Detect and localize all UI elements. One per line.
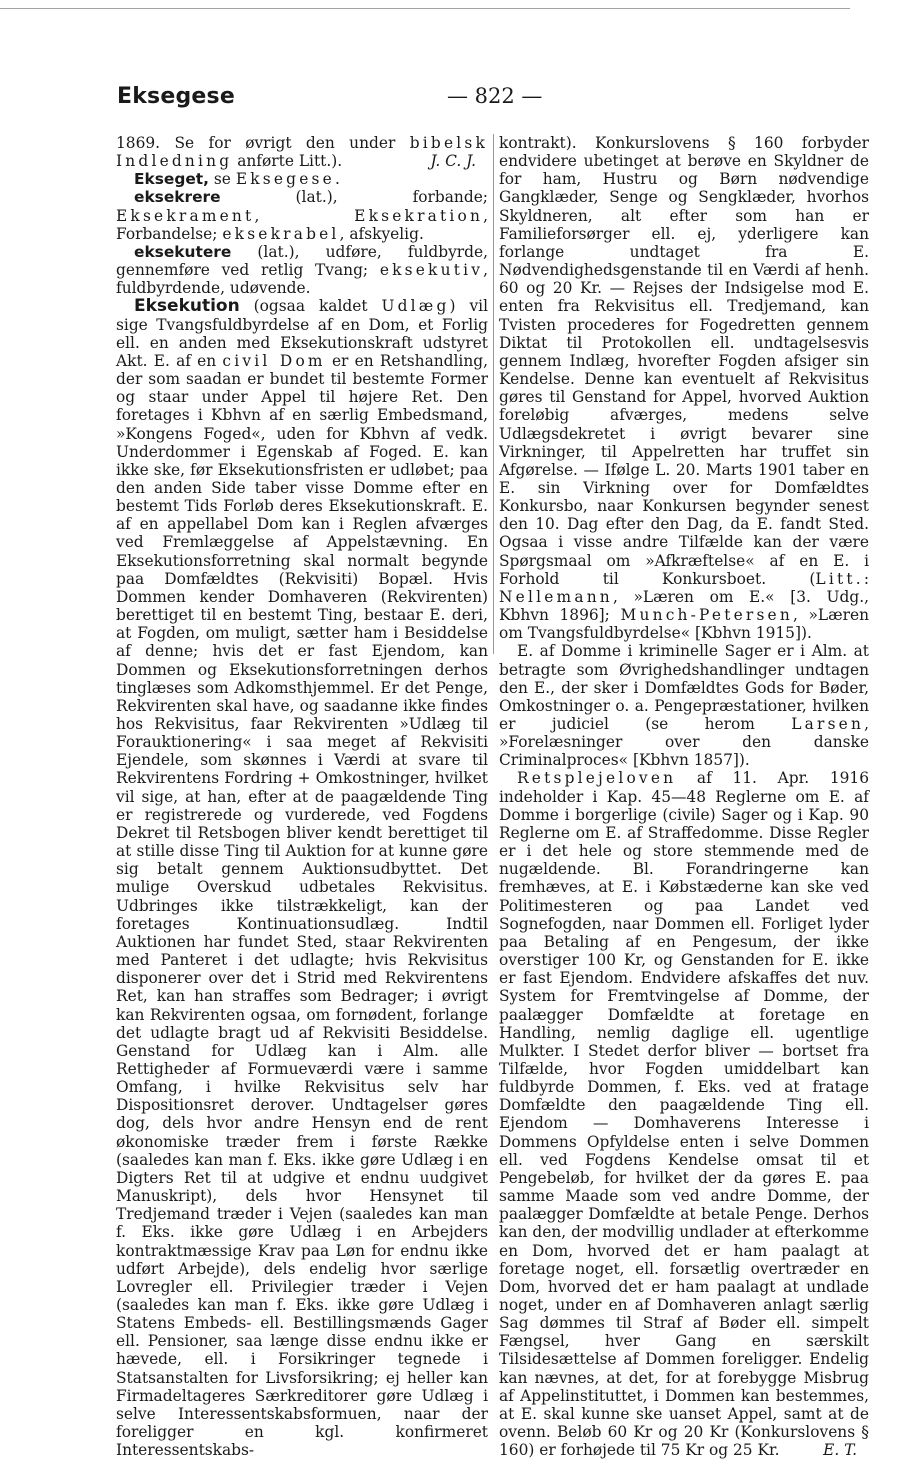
spaced-reference: Litt. — [815, 569, 864, 588]
top-rule — [0, 8, 850, 9]
headword: eksekrere — [134, 188, 221, 207]
page-number: — 822 — — [447, 84, 543, 108]
spaced-reference: Nellemann — [499, 587, 613, 606]
text: se — [209, 170, 236, 189]
headword: Eksekution — [134, 296, 240, 317]
right-column — [499, 134, 869, 1459]
running-head: Eksegese — [117, 84, 235, 109]
text: ) vil sige Tvangsfuldbyrdelse af en Dom, et Forlig ell. en anden med Eksekutionskraft udstyret Akt. E. af en — [116, 297, 489, 370]
spaced-reference: Udlæg — [381, 297, 450, 316]
page-header — [0, 78, 920, 118]
spaced-reference: Eksegese — [235, 170, 335, 189]
column-divider — [493, 134, 494, 654]
text: kontrakt). Konkurslovens § 160 forbyder endvidere ubetinget at berøve en Skyldner de for ham, Hustru og Børn nødvendige Gangklæder, Senge og Sengklæder, hvorhos Skyldneren, alt efter som han er Familieforsørger ell. ej, yderligere kan forlange undtaget fra E. Nødvendighedsgenstande til en Værdi af henh. 60 og 20 Kr. — Rejses der Indsigelse mod E. enten fra Rekvisitus ell. Tredjemand, kan Tvisten procederes for Fogedretten gennem Diktat til Protokollen ell. undtagelsesvis gennem Indlæg, hvorefter Fogden afsiger sin Kendelse. Denne kan eventuelt af Rekvisitus gøres til Genstand for Appel, hvorved Auktion foreløbig afværges, medens selve Udlægsdekretet i øvrigt bevarer sine Virkninger, til Appelretten har truffet sin Afgørelse. — Ifølge L. 20. Marts 1901 taber en E. sin Virkning over for Domfældtes Konkursbo, naar Konkursen begynder senest den 10. Dag efter den Dag, da E. fandt Sted. Ogsaa i visse andre Tilfælde kan der være Spørgsmaal om »Afkræftelse« af en E. i Forhold til Konkursboet. ( — [499, 134, 869, 588]
text: (lat.), udføre, fuldbyrde, gennemføre ved retlig Tvang; — [116, 242, 488, 280]
text: , »Læren om Tvangsfuldbyrdelse« [Kbhvn 1915]). — [499, 606, 869, 643]
text: (ogsaa kaldet — [239, 297, 382, 316]
spaced-reference: eksekrabel — [222, 224, 340, 243]
spaced-reference: Eksekrament — [116, 206, 255, 225]
text: (lat.), forbande; — [220, 188, 488, 207]
text: E. af Domme i kriminelle Sager er i Alm. at betragte som Øvrighedshandlinger undtagen den E., der sker i Domfældtes Gods for Bøder, Omkostninger o. a. Pengepræstationer, hvilken er judiciel (se herom — [499, 642, 869, 733]
headword: eksekutere — [134, 242, 232, 261]
text: , afskyelig. — [339, 224, 424, 243]
spaced-reference: Larsen — [791, 715, 865, 733]
text: , Forbandelse; — [116, 206, 488, 243]
text: , »Forelæsninger over den danske Criminalproces« [Kbhvn 1857]). — [499, 715, 869, 770]
text: . — [334, 170, 340, 189]
spaced-reference: bibelsk Indledning — [116, 134, 488, 171]
paragraph-retsplejeloven — [499, 769, 869, 1459]
text: er en Retshandling, der som saadan er bundet til bestemte Former og staar under Appel til højere Ret. Den foretages i Kbhvn af en særlig Embedsmand, »Kongens Foged«, uden for Kbhvn af vedk. Underdommer i Egenskab af Foged. E. kan ikke ske, før Eksekutionsfristen er udløbet; paa den anden Side taber visse Domme efter en bestemt Tids Forløb deres Eksekutionskraft. E. af en appellabel Dom kan i Reglen afværges ved Fremlæggelse af Appelstævning. En Eksekutionsforretning skal normalt begynde paa Domfældtes (Rekvisiti) Bopæl. Hvis Dommen kender Domhaveren (Rekvirenten) berettiget til en bestemt Ting, bestaar E. deri, at Fogden, om muligt, sætter ham i Besiddelse af denne; hvis det er fast Ejendom, kan Dommen og Eksekutionsforretningen derhos tinglæses som Adkomsthjemmel. Er det Penge, Rekvirenten skal have, og saadanne ikke findes hos Rekvisitus, faar Rekvirenten »Udlæg til Forauktionering« i saa meget af Rekvisiti Ejendele, som skønnes i Værdi at svare til Rekvirentens Fordring + Omkostninger, hvilket vil sige, at han, efter at de paagældende Ting er registrerede og vurderede, ved Fogdens Dekret til Retsbogen bliver kendt berettiget til at stille disse Ting til Auktion for at kunne gøre sig betalt gennem Auktionsudbyttet. Det mulige Overskud udbetales Rekvisitus. Udbringes ikke tilstrækkeligt, kan der foretages Kontinuationsudlæg. Indtil Auktionen har fundet Sted, staar Rekvirenten med Panteret i det udlagte; hvis Rekvisitus disponerer over det i Strid med Rekvirentens Ret, kan han straffes som Bedrager; i øvrigt kan Rekvirenten ogsaa, om fornødent, forlange det udlagte bragt ud af Rekvisiti Besiddelse. Genstand for Udlæg kan i Alm. alle Rettigheder af Formueværdi være i samme Omfang, i hvilke Rekvisitus selv har Dispositionsret derover. Undtagelser gøres dog, dels hvor andre Hensyn end de rent økonomiske træder frem i første Række (saaledes kan man f. Eks. ikke gøre Udlæg i en Digters Ret til at udgive et endnu uudgivet Manuskript), dels hvor Hensynet til Tredjemand træder i Vejen (saaledes kan man f. Eks. ikke gøre Udlæg i en Arbejders kontraktmæssige Krav paa Løn for endnu ikke udført Arbejde), dels endelig hvor særlige Lovregler ell. Privilegier træder i Vejen (saaledes kan man f. Eks. ikke gøre Udlæg i Statens Embeds- ell. Bestillingsmænds Gager ell. Pensioner, saa længe disse endnu ikke er hævede, ell. i Forsikringer tegnede i Statsanstalten for Livsforsikring; ej heller kan Firmadeltageres Særkreditorer gøre Udlæg i selve Interessentskabsformuen, naar der foreligger en kgl. konfirmeret Interessentskabs- — [116, 351, 489, 1460]
text: af 11. Apr. 1916 indeholder i Kap. 45—48 Reglerne om E. af Domme i borgerlige (civile) Sager og i Kap. 90 Reglerne om E. af Straffedomme. Disse Regler er i det hele og store stemmende med de nugældende. Bl. Forandringerne kan fremhæves, at E. i Købstæderne kan ske ved Politimesteren og paa Landet ved Sognefogden, naar Dommen ell. Forliget lyder paa Betaling af en Pengesum, der ikke overstiger 100 Kr, og Genstanden for E. ikke er fast Ejendom. Endvidere afskaffes det nuv. System for Fremtvingelse af Domme, der paalægger Domfældte at foretage en Handling, nemlig daglige ell. ugentlige Mulkter. I Stedet derfor bliver — bortset fra Tilfælde, hvor Fogden umiddelbart kan fuldbyrde Dommen, f. Eks. ved at fratage Domfældte den paagældende Ting ell. Ejendom — Domhaverens Interesse i Dommens Opfyldelse enten i selve Dommen ell. ved Fogdens Kendelse omsat til et Pengebeløb, for hvilket der da gøres E. paa samme Maade som ved andre Domme, der paalægger Domfældte at betale Penge. Derhos kan den, der modvillig undlader at efterkomme en Dom, hvorved det er ham paalagt at foretage noget, ell. forsætlig overtræder en Dom, hvorved det er ham paalagt at undlade noget, under en af Domhaveren anlagt særlig Sag dømmes til Straf af Bøder ell. simpelt Fængsel, hver Gang en særskilt Tilsidesættelse af Dommen foreligger. Endelig kan nævnes, at det, for at forebygge Misbrug af Appelinstituttet, i Dommen kan bestemmes, at E. skal kunne ske uanset Appel, samt at de ovenn. Beløb 60 Kr og 20 Kr (Konkurslovens § 160) er forhøjede til 75 Kr og 25 Kr. — [499, 769, 869, 1460]
spaced-reference: eksekutiv — [379, 261, 484, 280]
continued-paragraph — [499, 134, 869, 642]
text: : — [863, 569, 869, 588]
continued-paragraph — [116, 134, 488, 170]
spaced-reference: Retsplejeloven — [517, 769, 677, 788]
spaced-reference: civil Dom — [222, 351, 326, 370]
entry-eksekrere — [116, 188, 488, 242]
text: , »Læren om E.« [3. Udg., Kbhvn 1896]; — [499, 587, 869, 625]
author-signature: E. T. — [823, 1441, 857, 1460]
paragraph-criminal — [499, 642, 869, 769]
text: anførte Litt.). — [232, 152, 343, 171]
left-column — [116, 134, 488, 1459]
entry-eksekution — [116, 297, 488, 1459]
entry-ekseget — [116, 170, 488, 188]
text: , — [254, 206, 355, 225]
text: 1869. Se for øvrigt den under — [116, 134, 410, 152]
spaced-reference: Eksekration — [354, 206, 484, 225]
entry-eksekutere — [116, 243, 488, 297]
author-signature: J. C. J. — [430, 152, 476, 171]
text: , fuldbyrdende, udøvende. — [116, 261, 488, 298]
spaced-reference: Munch-Petersen — [620, 606, 793, 625]
headword: Ekseget, — [134, 170, 210, 189]
